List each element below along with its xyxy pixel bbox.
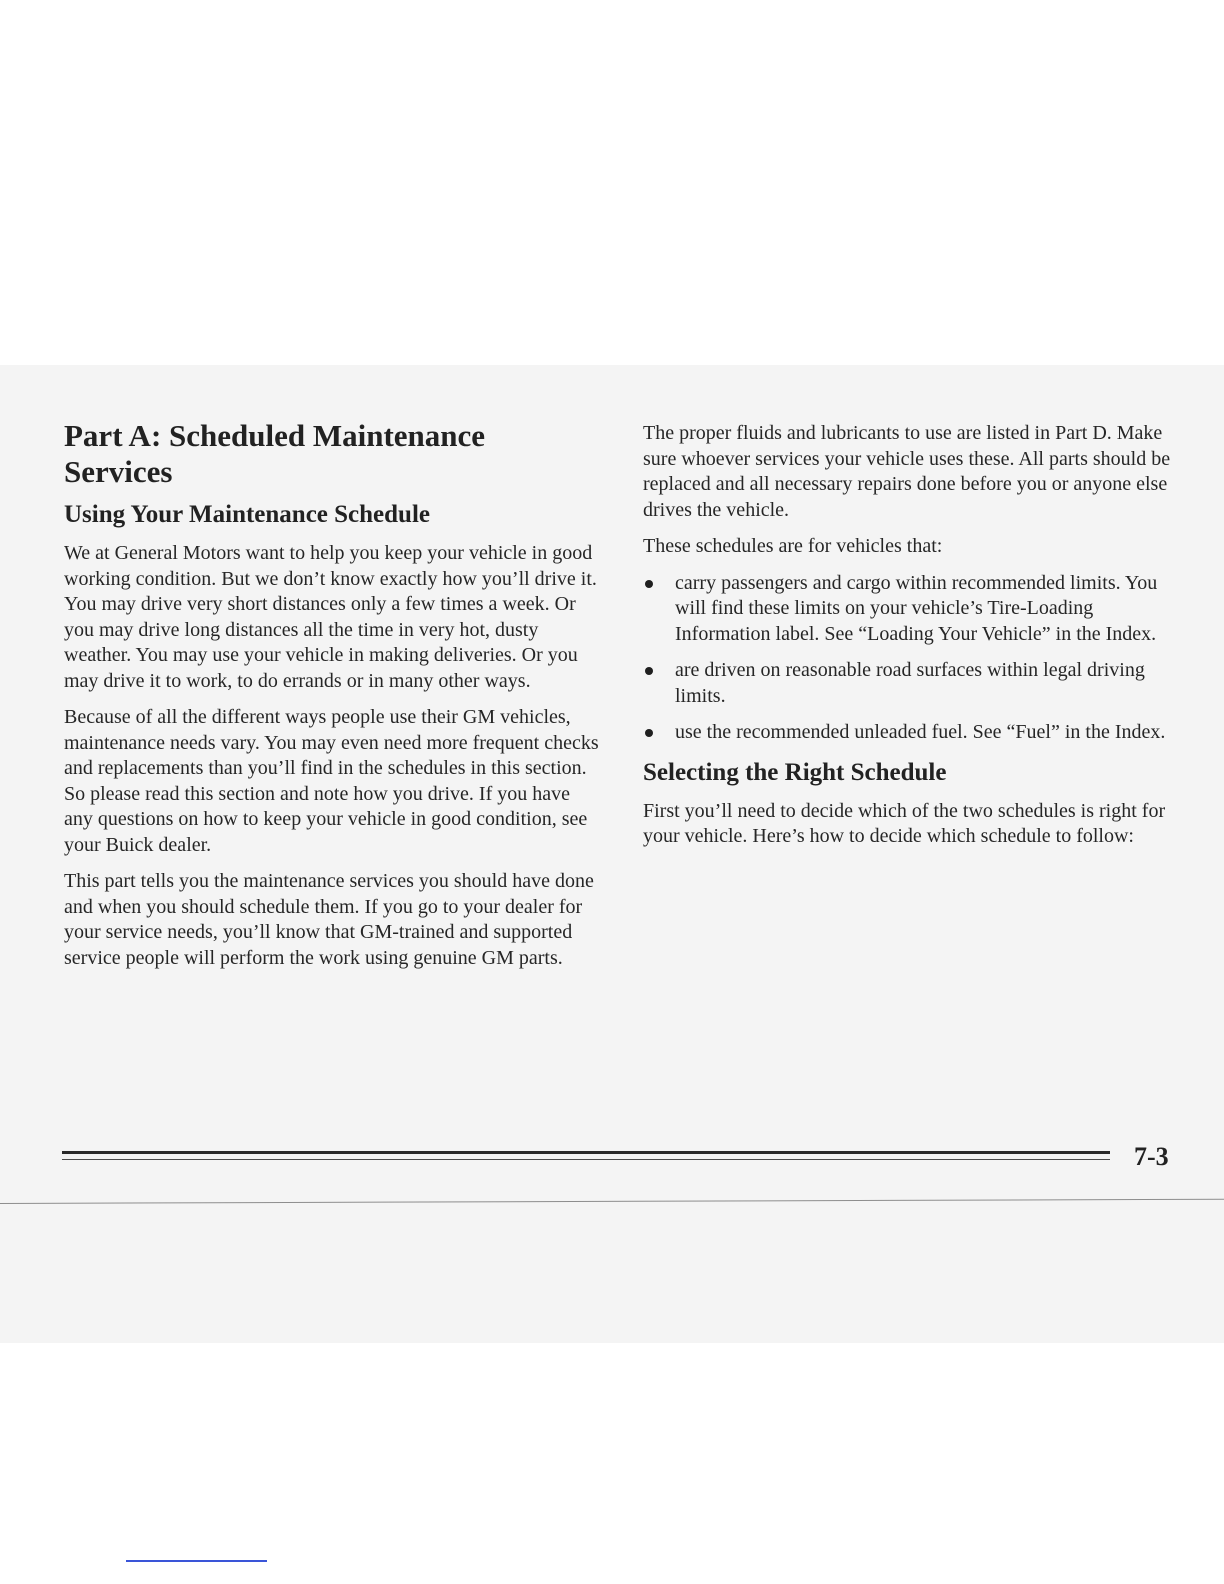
footer-rule-thin [62, 1159, 1110, 1160]
paragraph: This part tells you the maintenance services you should have done and when you should schedule them. If you go to your dealer for your service needs, you’ll know that GM-trained and supported service people will perform the work using genuine GM parts. [64, 870, 594, 969]
bullet-icon [645, 729, 653, 737]
bullet-icon [645, 667, 653, 675]
section-title-selecting-schedule: Selecting the Right Schedule [643, 758, 947, 786]
paragraph: Because of all the different ways people use their GM vehicles, maintenance needs vary. You may even need more frequent checks and replacements than you’ll find in the schedules in this section. So please read this section and note how you drive. If you have any questions on how to keep your vehicle in good condition, see your Buick dealer. [64, 706, 599, 856]
list-item-text: use the recommended unleaded fuel. See “Fuel” in the Index. [675, 721, 1166, 743]
paragraph: We at General Motors want to help you keep your vehicle in good working condition. But we don’t know exactly how you’ll drive it. You may drive very short distances only a few times a week. Or you may drive long distances all the time in very hot, dusty weather. You may use your vehicle in making deliveries. Or you may drive it to work, to do errands or in many other ways. [64, 542, 597, 692]
page-number: 7-3 [1134, 1142, 1169, 1171]
left-column [64, 418, 600, 982]
list-item-text: are driven on reasonable road surfaces within legal driving limits. [675, 659, 1145, 707]
list-item [643, 658, 1183, 709]
part-title: Part A: Scheduled Maintenance Services [64, 418, 486, 489]
right-column [643, 421, 1183, 861]
bullet-icon [645, 580, 653, 588]
paragraph: First you’ll need to decide which of the two schedules is right for your vehicle. Here’s how to decide which schedule to follow: [643, 799, 1166, 847]
paragraph: The proper fluids and lubricants to use are listed in Part D. Make sure whoever services your vehicle uses these. All parts should be replaced and all necessary repairs done before you or anyone else drives the vehicle. [643, 422, 1171, 521]
section-title-using-schedule: Using Your Maintenance Schedule [64, 501, 431, 528]
list-intro: These schedules are for vehicles that: [643, 535, 943, 557]
footer-rule [62, 1151, 1110, 1154]
list-item [643, 571, 1183, 648]
list-item-text: carry passengers and cargo within recommended limits. You will find these limits on your vehicle’s Tire-Loading Information label. See “Loading Your Vehicle” in the Index. [675, 571, 1158, 645]
link-underline [126, 1560, 267, 1562]
vehicle-conditions-list [643, 571, 1183, 746]
list-item [643, 720, 1183, 746]
